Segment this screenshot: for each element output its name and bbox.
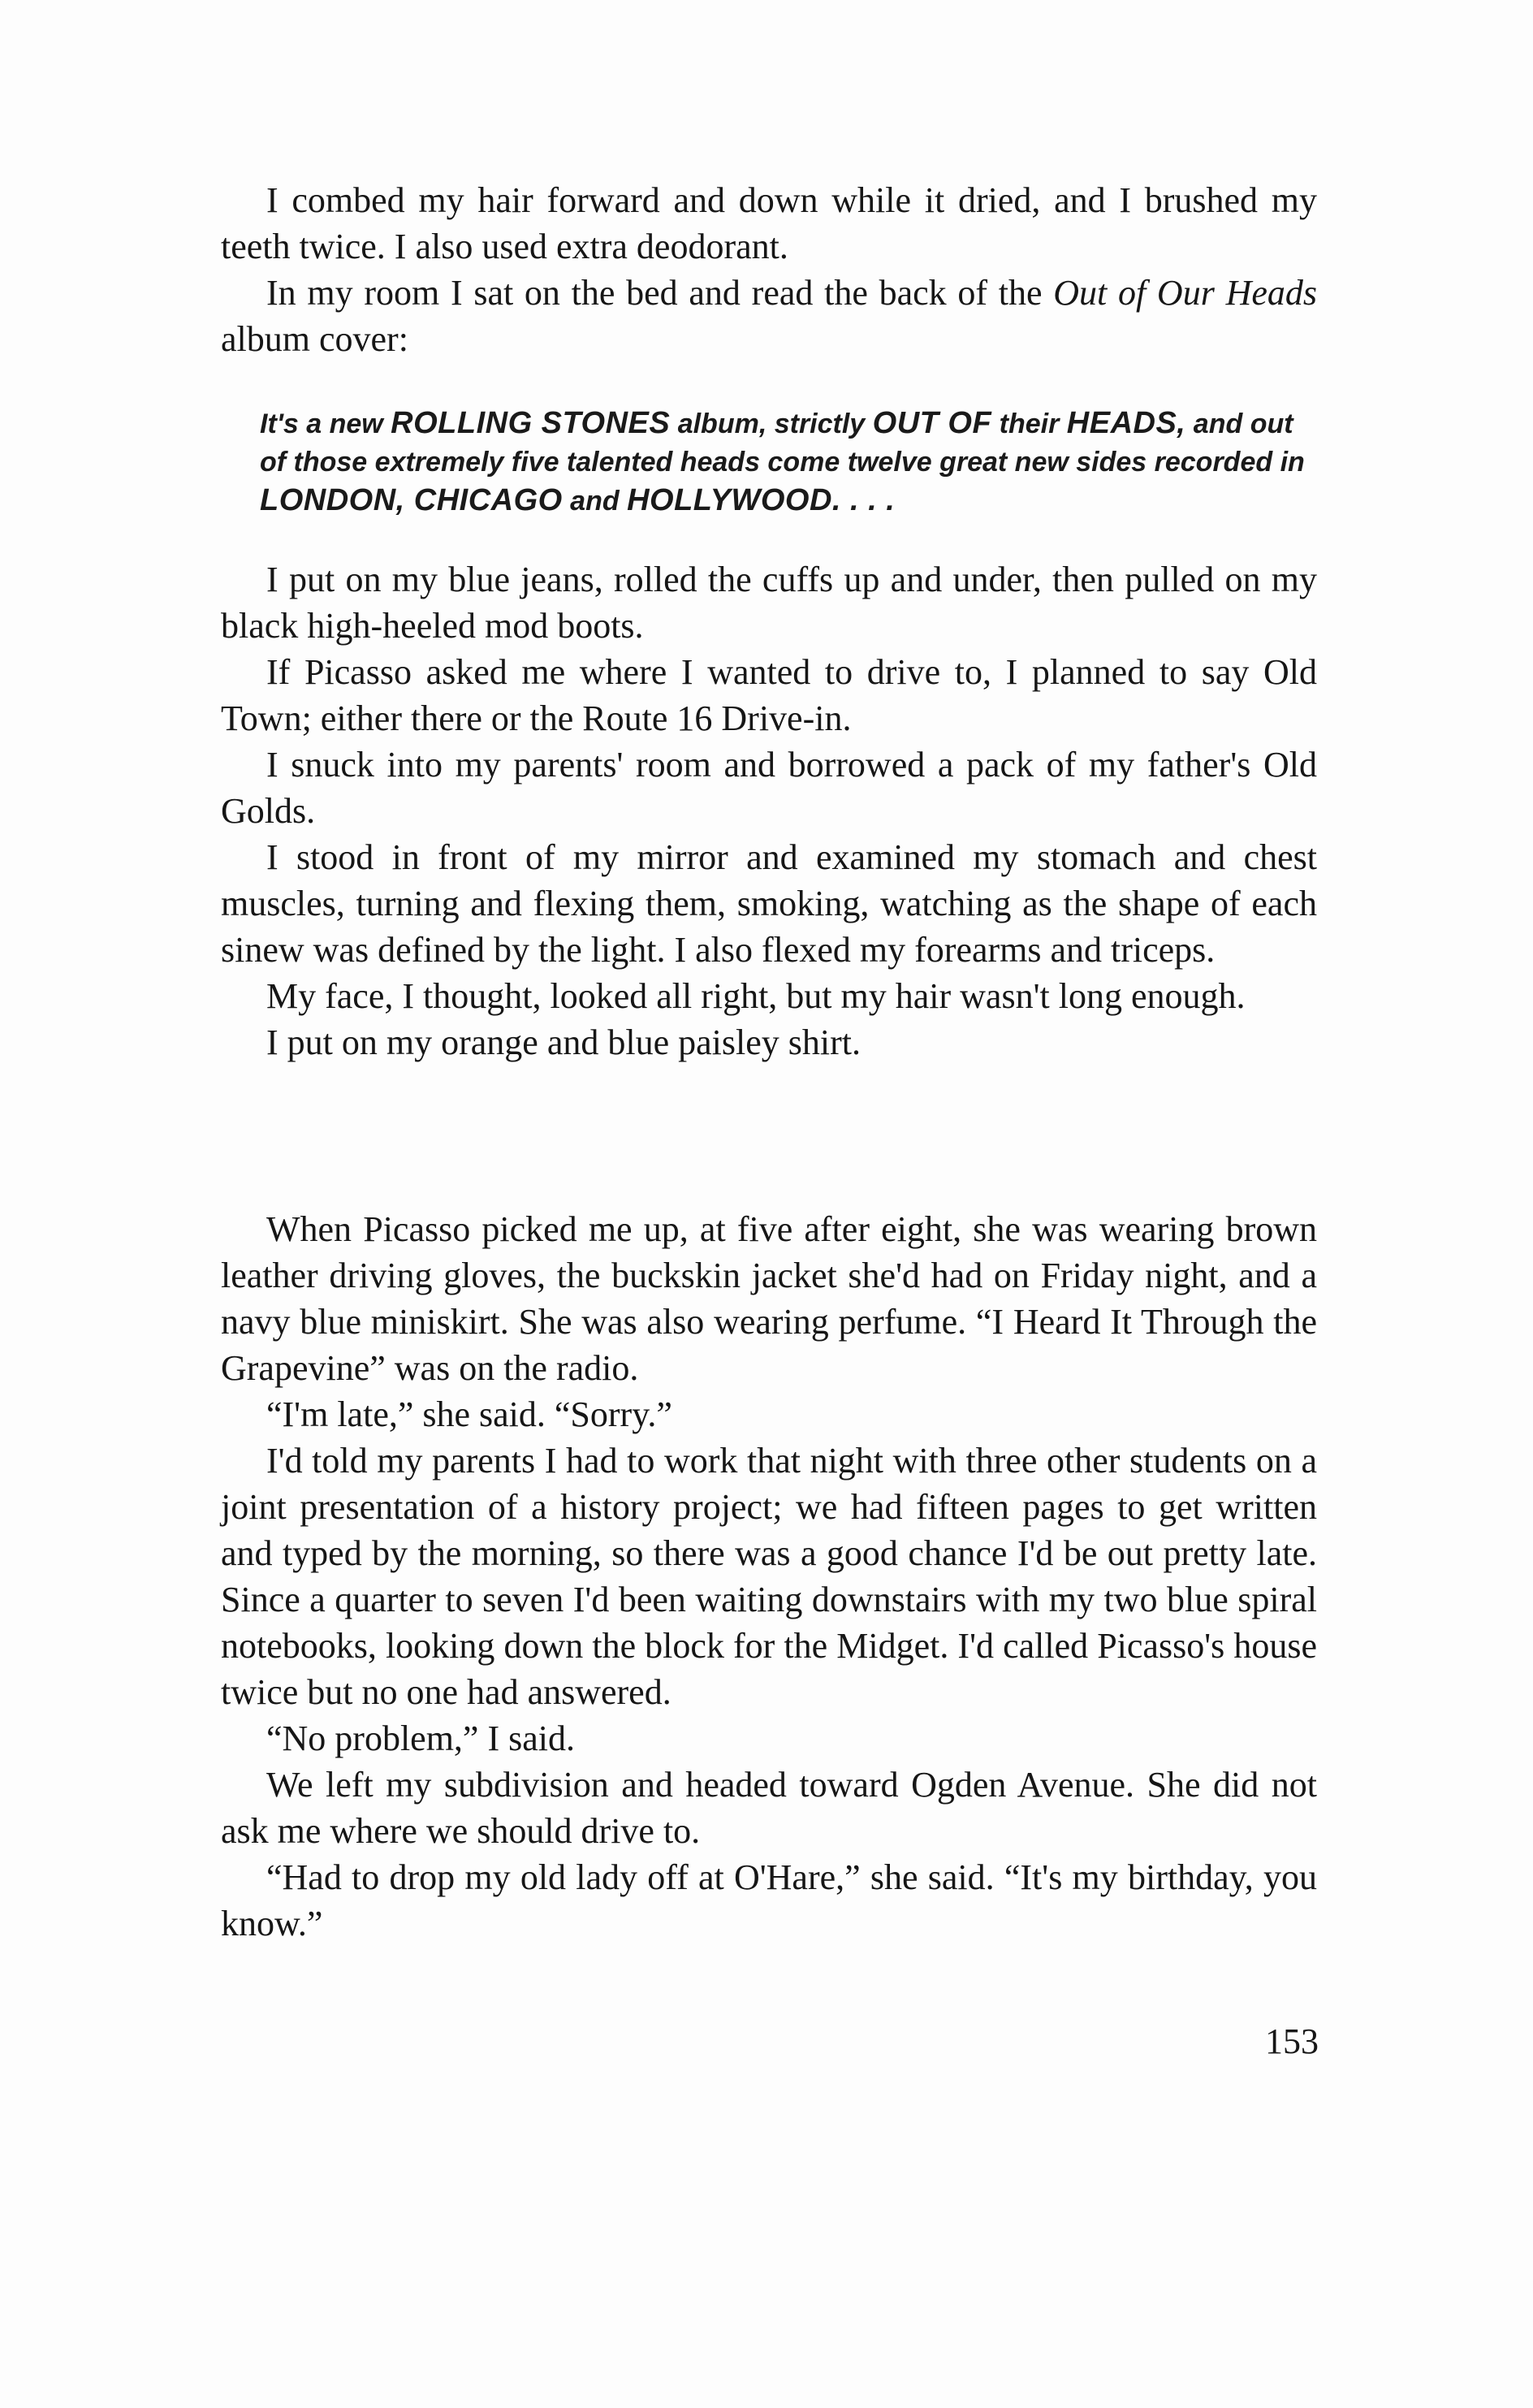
paragraph: We left my subdivision and headed toward Ogden Avenue. She did not ask me where we should drive to. — [221, 1765, 1317, 1851]
paragraph: If Picasso asked me where I wanted to drive to, I planned to say Old Town; either there or the Route 16 Drive-in. — [221, 652, 1317, 738]
paragraph: I put on my blue jeans, rolled the cuffs up and under, then pulled on my black high-heeled mod boots. — [221, 560, 1317, 646]
album-liner-quote — [260, 404, 1315, 521]
paragraph-hair: I combed my hair forward and down while it dried, and I brushed my teeth twice. I also used extra deodorant. — [221, 180, 1317, 266]
paragraph: “I'm late,” she said. “Sorry.” — [266, 1394, 672, 1434]
paragraph: When Picasso picked me up, at five after eight, she was wearing brown leather driving gloves, the buckskin jacket she'd had on Friday night, and a navy blue miniskirt. She was also wearing perfume. “I Heard It Through the Grapevine” was on the radio. — [221, 1209, 1317, 1388]
pickup-section — [221, 1206, 1317, 1947]
quote-cities: LONDON, CHICAGO — [260, 483, 563, 517]
quote-band-name: ROLLING STONES — [391, 406, 671, 440]
paragraph-album-cover — [221, 270, 1317, 362]
album-trailing-text: album cover: — [221, 319, 408, 359]
paragraph: “Had to drop my old lady off at O'Hare,” she said. “It's my birthday, you know.” — [221, 1857, 1317, 1943]
quote-text-2: album, strictly — [670, 409, 873, 439]
album-title: Out of Our Heads — [1053, 273, 1317, 313]
paragraph: “No problem,” I said. — [266, 1718, 575, 1758]
opening-section — [221, 177, 1317, 362]
quote-hollywood: HOLLYWOOD. . . . — [627, 483, 896, 517]
paragraph: I stood in front of my mirror and examined my stomach and chest muscles, turning and flexing them, smoking, watching as the shape of each sinew was defined by the light. I also flexed my forearms and triceps. — [221, 837, 1317, 970]
page-number: 153 — [1265, 2021, 1319, 2061]
paragraph: My face, I thought, looked all right, but my hair wasn't long enough. — [266, 976, 1246, 1016]
quote-text-4: and out of those extremely five talented heads come twelve great new sides recorded in — [260, 409, 1305, 478]
quote-out-of: OUT OF — [872, 406, 992, 440]
quote-text-5: and — [562, 486, 628, 517]
quote-text-3: their — [991, 409, 1067, 439]
paragraph: I snuck into my parents' room and borrowed a pack of my father's Old Golds. — [221, 745, 1317, 831]
album-intro-text: In my room I sat on the bed and read the back of the — [266, 273, 1054, 313]
paragraph: I'd told my parents I had to work that night with three other students on a joint presentation of a history project; we had fifteen pages to get written and typed by the morning, so there was a good chance I'd be out pretty late. Since a quarter to seven I'd been waiting downstairs with my two blue spiral notebooks, looking down the block for the Midget. I'd called Picasso's house twice but no one had answered. — [221, 1441, 1317, 1712]
quote-heads: HEADS, — [1066, 406, 1186, 440]
paragraph: I put on my orange and blue paisley shirt. — [266, 1022, 861, 1062]
getting-ready-section — [221, 556, 1317, 1066]
quote-text-1: It's a new — [260, 409, 391, 439]
